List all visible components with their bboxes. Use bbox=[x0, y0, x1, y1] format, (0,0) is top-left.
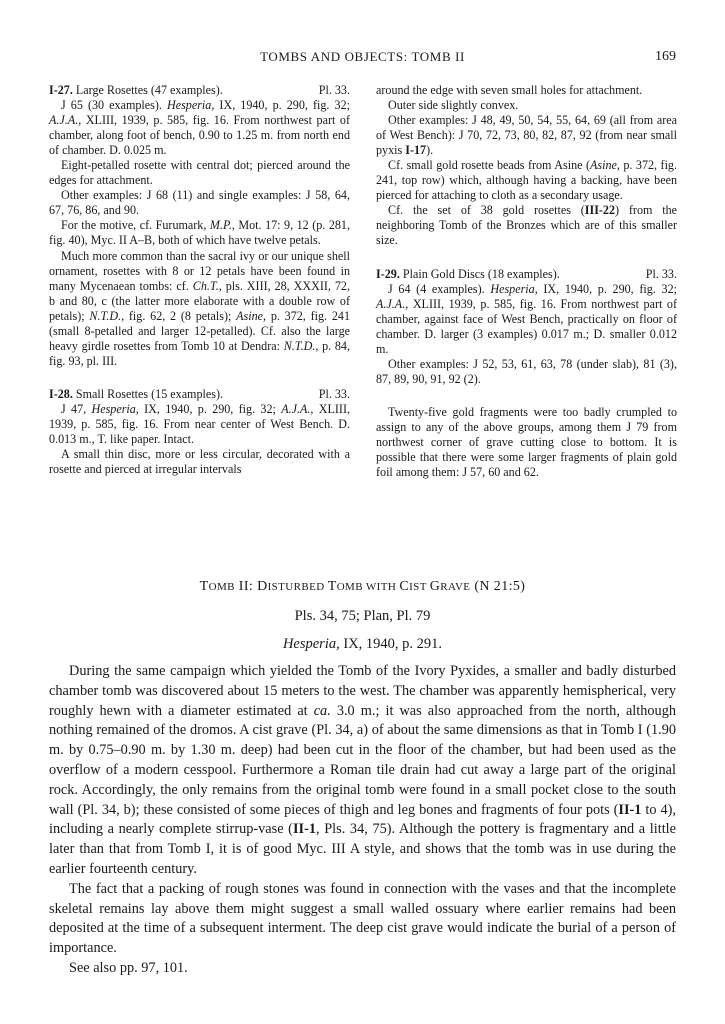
entry-i27-comparison: Much more common than the sacral ivy or our unique shell ornament, rosettes with 8 or 12 petals have been found in many Mycenaean tombs: cf. Ch.T., pls. XIII, 28, XXXII, 72, b and 80, c (the latter more elaborate with a double row of petals); N.T.D., fig. 62, 2 (8 petals); Asine, p. 372, fig. 241 (small 8-petalled and larger 12-petalled). Cf. also the large heavy girdle rosettes from Tomb 10 at Dendra: N.T.D., p. 84, fig. 93, pl. III. bbox=[49, 248, 350, 368]
gold-fragments-note: Twenty-five gold fragments were too badly crumpled to assign to any of the above groups, among them J 79 from northwest corner of grave cutting close to bottom. It is possible that there were some larger fragments of plain gold foil among them: J 57, 60 and 62. bbox=[376, 404, 677, 480]
body-paragraph-3: See also pp. 97, 101. bbox=[69, 959, 188, 976]
running-title: TOMBS AND OBJECTS: TOMB II bbox=[260, 49, 465, 64]
entry-i28-outer-side: Outer side slightly convex. bbox=[388, 98, 519, 113]
plate-ref: Pl. 33. bbox=[318, 386, 350, 401]
entry-heading-i27: I-27. Large Rosettes (47 examples). Pl. 33. bbox=[49, 83, 350, 97]
page-header bbox=[49, 49, 676, 69]
entry-i27-other-examples: Other examples: J 68 (11) and single examples: J 58, 64, 67, 76, 86, and 90. bbox=[49, 188, 350, 218]
entry-heading-i28: I-28. Small Rosettes (15 examples). Pl. 33. bbox=[49, 386, 350, 401]
plate-ref: Pl. 33. bbox=[318, 83, 350, 97]
entry-i28-comparison-bronzes: Cf. the set of 38 gold rosettes (III-22) from the neighboring Tomb of the Bronzes which are of this smaller size. bbox=[376, 203, 677, 248]
entry-i29-other-examples: Other examples: J 52, 53, 61, 63, 78 (under slab), 81 (3), 87, 89, 90, 91, 92 (2). bbox=[376, 356, 677, 386]
entry-i27-description: Eight-petalled rosette with central dot; pierced around the edges for attachment. bbox=[49, 158, 350, 188]
section-publication: Hesperia, IX, 1940, p. 291. bbox=[282, 636, 443, 652]
plate-ref: Pl. 33. bbox=[645, 266, 677, 281]
body-paragraph-2: The fact that a packing of rough stones was found in connection with the vases and that the incomplete skeletal remains lay above them might suggest a small walled ossuary where earlier remains had been deposited at the time of a subsequent interment. The deep cist grave would indicate the burial of a person of importance. bbox=[49, 880, 676, 957]
section-plates: Pls. 34, 75; Plan, Pl. 79 bbox=[294, 608, 431, 624]
entry-heading-i29: I-29. Plain Gold Discs (18 examples). Pl. 33. bbox=[376, 266, 677, 281]
right-column bbox=[376, 83, 677, 480]
entry-i29-catalog: J 64 (4 examples). Hesperia, IX, 1940, p. 290, fig. 32; A.J.A., XLIII, 1939, p. 585, fig. 16. From northwest part of chamber, against face of West Bench, practically on floor of chamber. D. larger (3 examples) 0.017 m.; D. smaller 0.012 m. bbox=[376, 281, 677, 356]
entry-i27-motive: For the motive, cf. Furumark, M.P., Mot. 17: 9, 12 (p. 281, fig. 40), Myc. II A–B, both of which have twelve petals. bbox=[49, 218, 350, 248]
entry-i28-continuation: around the edge with seven small holes for attachment. bbox=[376, 83, 643, 97]
section-title: TOMB II: DISTURBED TOMB WITH CIST GRAVE (N 21:5) bbox=[199, 579, 526, 594]
left-column bbox=[49, 83, 350, 477]
entry-i27-catalog: J 65 (30 examples). Hesperia, IX, 1940, p. 290, fig. 32; A.J.A., XLIII, 1939, p. 585, fig. 16. From northwest part of chamber, along foot of bench, 0.90 to 1.25 m. from north end of chamber. D. 0.025 m. bbox=[49, 98, 350, 158]
entry-i28-other-examples: Other examples: J 48, 49, 50, 54, 55, 64, 69 (all from area of West Bench): J 70, 72, 73, 80, 82, 87, 92 (from near small pyxis I-17). bbox=[376, 113, 677, 158]
entry-i28-catalog: J 47, Hesperia, IX, 1940, p. 290, fig. 32; A.J.A., XLIII, 1939, p. 585, fig. 16. From near center of West Bench. D. 0.013 m., T. like paper. Intact. bbox=[49, 401, 350, 447]
entry-i28-description: A small thin disc, more or less circular, decorated with a rosette and pierced at irregular intervals bbox=[49, 447, 350, 477]
section-heading bbox=[49, 576, 676, 654]
body-text bbox=[49, 662, 676, 979]
page-number: 169 bbox=[655, 49, 676, 64]
entry-i28-comparison-asine: Cf. small gold rosette beads from Asine (Asine, p. 372, fig. 241, top row) which, although having a backing, have been pierced for attaching to cloth as a secondary usage. bbox=[376, 158, 677, 203]
body-paragraph-1: During the same campaign which yielded the Tomb of the Ivory Pyxides, a smaller and badly disturbed chamber tomb was discovered about 15 meters to the west. The chamber was apparently hemispherical, very roughly hewn with a diameter estimated at ca. 3.0 m.; it was also approached from the north, although nothing remained of the dromos. A cist grave (Pl. 34, a) of about the same dimensions as that in Tomb I (1.90 m. by 0.75–0.90 m. by 1.30 m. deep) had been cut in the floor of the chamber, but had been used as the overflow of a modern cesspool. Furthermore a Roman tile drain had cut away a large part of the original rock. Accordingly, the only remains from the original tomb were found in a small pocket close to the south wall (Pl. 34, b); these consisted of some pieces of thigh and leg bones and fragments of four pots (II-1 to 4), including a nearly complete stirrup-vase (II-1, Pls. 34, 75). Although the pottery is fragmentary and a little later than that from Tomb I, it is of good Myc. III A style, and shows that the tomb was in use during the earlier fourteenth century. bbox=[49, 663, 677, 877]
